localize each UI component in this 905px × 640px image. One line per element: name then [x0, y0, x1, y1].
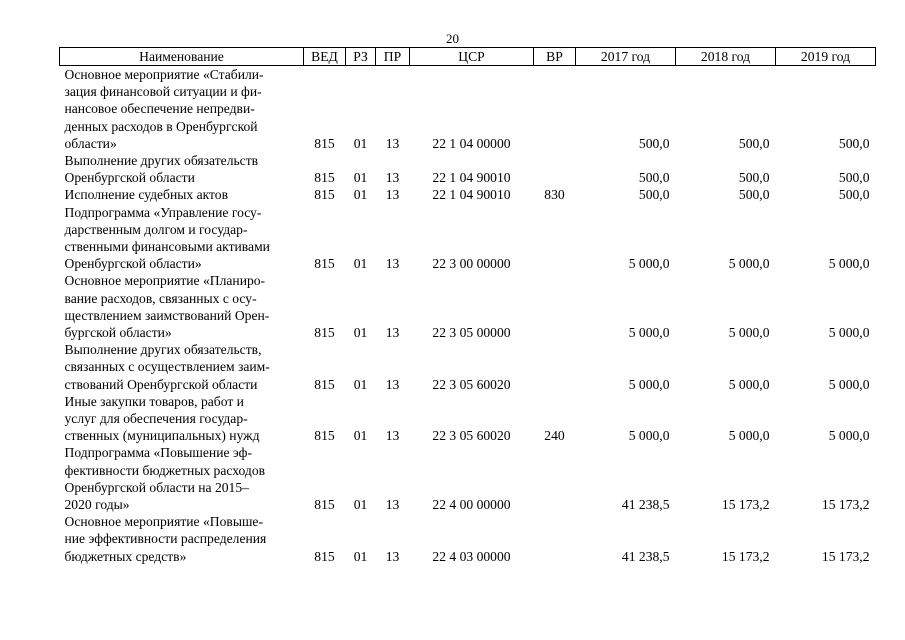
table-row	[60, 513, 876, 565]
cell-csr: 22 3 05 00000	[432, 325, 511, 341]
cell-rz: 01	[353, 548, 368, 564]
cell-2017: 41 238,5	[621, 548, 670, 564]
cell-csr: 22 3 05 60020	[432, 428, 511, 444]
cell-2017: 41 238,5	[621, 497, 670, 513]
page-number: 20	[446, 31, 459, 46]
cell-2017: 500,0	[638, 135, 670, 151]
header-pr: ПР	[376, 48, 410, 66]
cell-2019: 5 000,0	[828, 256, 870, 272]
cell-rz: 01	[353, 187, 368, 203]
header-name: Наименование	[60, 48, 304, 66]
cell-2018: 5 000,0	[728, 256, 770, 272]
cell-2018: 5 000,0	[728, 376, 770, 392]
cell-rz: 01	[353, 135, 368, 151]
cell-ved: 815	[314, 497, 335, 513]
cell-name: Подпрограмма «Повышение эф- фективности бюджетных расходов Оренбургской области на 2015– 2020 годы»	[64, 445, 266, 513]
cell-2018: 5 000,0	[728, 325, 770, 341]
table-body	[60, 66, 876, 565]
cell-rz: 01	[353, 497, 368, 513]
cell-2019: 500,0	[838, 187, 870, 203]
table-row	[60, 66, 876, 153]
cell-name: Выполнение других обязательств Оренбургской области	[64, 153, 259, 186]
cell-pr: 13	[385, 325, 400, 341]
header-year-2019: 2019 год	[776, 48, 876, 66]
cell-2019: 5 000,0	[828, 428, 870, 444]
cell-ved: 815	[314, 428, 335, 444]
cell-pr: 13	[385, 548, 400, 564]
header-year-2017: 2017 год	[576, 48, 676, 66]
cell-2018: 5 000,0	[728, 428, 770, 444]
cell-rz: 01	[353, 428, 368, 444]
cell-ved: 815	[314, 170, 335, 186]
cell-vr	[534, 66, 576, 153]
cell-ved: 815	[314, 187, 335, 203]
cell-csr: 22 4 03 00000	[432, 548, 511, 564]
cell-name: Основное мероприятие «Стабили- зация финансовой ситуации и фи- нансовое обеспечение непредви- денных расходов в Оренбургской области»	[64, 67, 264, 151]
cell-name: Подпрограмма «Управление госу- дарственным долгом и государ- ственными финансовыми активами Оренбургской области»	[64, 204, 270, 272]
cell-pr: 13	[385, 135, 400, 151]
cell-vr	[534, 444, 576, 513]
cell-rz: 01	[353, 376, 368, 392]
cell-2018: 500,0	[738, 135, 770, 151]
cell-2017: 5 000,0	[628, 256, 670, 272]
budget-table	[59, 47, 876, 565]
cell-2018: 500,0	[738, 187, 770, 203]
cell-ved: 815	[314, 548, 335, 564]
table-row	[60, 341, 876, 393]
cell-vr: 830	[544, 187, 565, 203]
cell-ved: 815	[314, 256, 335, 272]
cell-ved: 815	[314, 376, 335, 392]
cell-2018: 15 173,2	[721, 548, 770, 564]
cell-csr: 22 1 04 00000	[432, 135, 511, 151]
cell-2019: 15 173,2	[821, 548, 870, 564]
table-row	[60, 393, 876, 445]
cell-2019: 500,0	[838, 170, 870, 186]
cell-2017: 500,0	[638, 187, 670, 203]
header-vr: ВР	[534, 48, 576, 66]
cell-pr: 13	[385, 497, 400, 513]
cell-rz: 01	[353, 325, 368, 341]
cell-2017: 500,0	[638, 170, 670, 186]
cell-vr: 240	[544, 428, 565, 444]
cell-vr	[534, 272, 576, 341]
cell-2019: 5 000,0	[828, 376, 870, 392]
header-csr: ЦСР	[410, 48, 534, 66]
cell-2019: 15 173,2	[821, 497, 870, 513]
cell-name: Основное мероприятие «Планиро- вание расходов, связанных с осу- ществлением заимствований Орен- бургской области»	[64, 273, 270, 341]
cell-pr: 13	[385, 187, 400, 203]
cell-name: Исполнение судебных актов	[64, 187, 229, 203]
cell-csr: 22 3 05 60020	[432, 376, 511, 392]
cell-name: Основное мероприятие «Повыше- ние эффективности распределения бюджетных средств»	[64, 514, 267, 564]
cell-pr: 13	[385, 170, 400, 186]
cell-2017: 5 000,0	[628, 325, 670, 341]
header-ved: ВЕД	[304, 48, 346, 66]
cell-2018: 15 173,2	[721, 497, 770, 513]
cell-2017: 5 000,0	[628, 428, 670, 444]
header-year-2018: 2018 год	[676, 48, 776, 66]
table-row	[60, 444, 876, 513]
table-row	[60, 152, 876, 186]
cell-pr: 13	[385, 428, 400, 444]
cell-2017: 5 000,0	[628, 376, 670, 392]
cell-vr	[534, 513, 576, 565]
table-row	[60, 272, 876, 341]
cell-2019: 5 000,0	[828, 325, 870, 341]
cell-rz: 01	[353, 170, 368, 186]
table-row	[60, 204, 876, 273]
cell-vr	[534, 152, 576, 186]
header-rz: РЗ	[346, 48, 376, 66]
table-row	[60, 186, 876, 203]
cell-csr: 22 1 04 90010	[432, 170, 511, 186]
cell-name: Выполнение других обязательств, связанных с осуществлением заим- ствований Оренбургской области	[64, 342, 270, 392]
cell-pr: 13	[385, 376, 400, 392]
cell-pr: 13	[385, 256, 400, 272]
cell-rz: 01	[353, 256, 368, 272]
cell-vr	[534, 341, 576, 393]
cell-2018: 500,0	[738, 170, 770, 186]
cell-vr	[534, 204, 576, 273]
cell-ved: 815	[314, 135, 335, 151]
cell-csr: 22 4 00 00000	[432, 497, 511, 513]
cell-csr: 22 1 04 90010	[432, 187, 511, 203]
cell-csr: 22 3 00 00000	[432, 256, 511, 272]
cell-ved: 815	[314, 325, 335, 341]
table-header-row	[60, 48, 876, 66]
cell-2019: 500,0	[838, 135, 870, 151]
cell-name: Иные закупки товаров, работ и услуг для обеспечения государ- ственных (муниципальных) нужд	[64, 393, 260, 444]
